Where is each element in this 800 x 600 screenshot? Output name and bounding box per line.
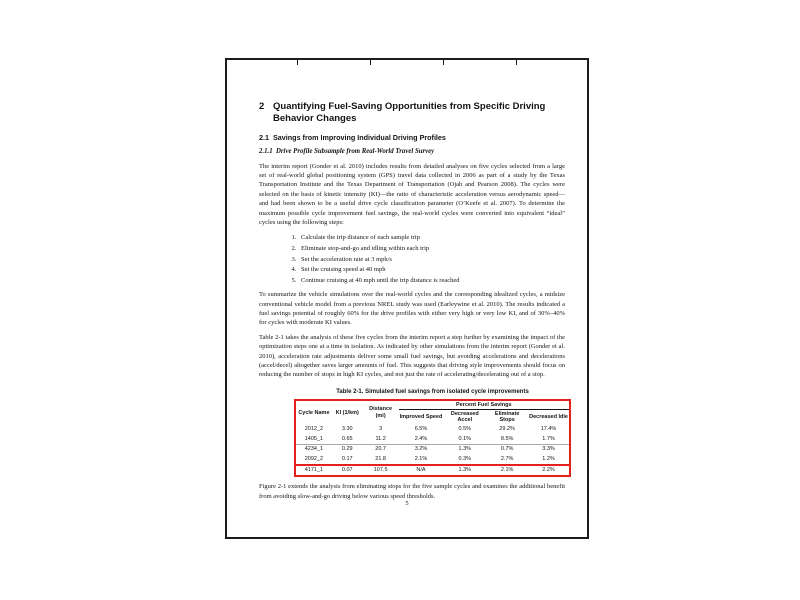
table-cell: 3 xyxy=(379,426,383,433)
col-header-distance: Distance (mi) xyxy=(369,406,393,419)
table-cell: 17.4% xyxy=(540,426,557,433)
col-header-eliminate-stops: Eliminate Stops xyxy=(494,411,520,424)
table-cell: 1.2% xyxy=(542,455,555,462)
list-item: 4. Set the cruising speed at 40 mph xyxy=(298,265,565,274)
table-cell: 3.30 xyxy=(341,426,353,433)
table-cell: 4234_1 xyxy=(295,444,332,454)
list-item: 3. Set the acceleration rate at 3 mph/s xyxy=(298,255,565,264)
crop-mark xyxy=(297,60,298,65)
table-body xyxy=(295,425,570,476)
table-cell: 0.3% xyxy=(458,455,472,462)
table-cell: 1.3% xyxy=(443,444,486,454)
idealized-cycle-steps xyxy=(259,233,565,285)
table-cell: 107.5 xyxy=(363,465,399,476)
crop-mark xyxy=(370,60,371,65)
table-cell: 4171_1 xyxy=(295,465,332,476)
paragraph: Figure 2-1 extends the analysis from eliminating stops for the five sample cycles and examines the additional benefit from avoiding slow-and-go driving below various speed thresholds. xyxy=(259,483,565,500)
table-cell: 11.2 xyxy=(375,435,386,442)
table-row xyxy=(295,444,570,454)
paragraph: To summarize the vehicle simulations over the real-world cycles and the corresponding idealized cycles, a midsize conventional vehicle model from a previous NREL study was used (Earleywine et al. 2010). The results indicated a fuel savings potential of roughly 60% for the drive profiles with either very high or very low KI, and of 30%–40% for cycles with moderate KI values. xyxy=(259,291,565,327)
table-2-1-block xyxy=(294,388,571,477)
table-cell: 0.65 xyxy=(341,435,353,442)
crop-mark xyxy=(588,60,589,65)
section-number: 2 xyxy=(259,101,265,112)
table-row xyxy=(295,465,570,476)
subsection-number: 2.1 xyxy=(259,133,269,142)
table-cell: 0.07 xyxy=(332,465,363,476)
fuel-savings-table xyxy=(294,399,571,477)
table-cell: 1.7% xyxy=(542,435,555,442)
table-cell: 2.4% xyxy=(414,435,428,442)
table-cell: 0.29 xyxy=(332,444,363,454)
table-cell: 2092_2 xyxy=(304,455,324,462)
table-cell: 1405_1 xyxy=(304,435,324,442)
col-header-improved-speed: Improved Speed xyxy=(399,414,443,421)
col-group-percent-fuel-savings: Percent Fuel Savings xyxy=(399,400,570,410)
table-cell: 21.8 xyxy=(375,455,386,462)
table-cell: 2012_2 xyxy=(304,426,324,433)
subsection-heading xyxy=(259,133,565,142)
table-cell: 2.7% xyxy=(500,455,514,462)
table-cell: 0.5% xyxy=(458,426,472,433)
subsubsection-title: Drive Profile Subsample from Real-World Travel Survey xyxy=(276,148,435,155)
section-heading xyxy=(259,101,565,124)
table-cell: 20.7 xyxy=(363,444,399,454)
table-cell: 2.1% xyxy=(414,455,428,462)
paragraph: The interim report (Gonder et al. 2010) includes results from detailed analyses on five cycles selected from a large set of real-world global positioning system (GPS) travel data collected in 2006 as part of a study by the Texas Transportation Institute and the Texas Department of Transportation (Ojah and Pearson 2008). The cycles were selected on the basis of kinetic intensity (KI)—the ratio of characteristic acceleration versus aerodynamic speed—and had been shown to be a useful drive cycle classification parameter (O’Keefe et al. 2007). To determine the maximum possible cycle improvement fuel savings, the real-world cycles were converted into equivalent “ideal” cycles using the following steps: xyxy=(259,162,565,226)
table-cell: 29.2% xyxy=(499,426,515,433)
table-cell: 6.5% xyxy=(414,426,428,433)
table-row xyxy=(295,454,570,464)
crop-mark xyxy=(516,60,517,65)
table-cell: 1.3% xyxy=(443,465,486,476)
table-cell: 3.3% xyxy=(528,444,570,454)
table-cell: N/A xyxy=(399,465,444,476)
table-cell: 0.1% xyxy=(458,435,472,442)
list-item: 5. Continue cruising at 40 mph until the trip distance is reached xyxy=(298,276,565,285)
col-header-ki: KI (1/km) xyxy=(335,409,359,416)
col-header-decreased-accel: Decreased Accel xyxy=(450,411,479,424)
table-cell: 2.2% xyxy=(528,465,570,476)
table-row xyxy=(295,425,570,434)
paragraph: Table 2-1 takes the analysis of these five cycles from the interim report a step further by examining the impact of the optimization steps one at a time in isolation. As indicated by other simulations from the interim report (Gonder et al. 2010), acceleration rate adjustments deliver some small fuel savings, but avoiding accelerations and decelerations (accel/decel) altogether saves larger amounts of fuel. This suggests that driving style improvements should focus on reducing the number of stops in high KI cycles, and not just the rate of accelerating/decelerating out of a stop. xyxy=(259,333,565,379)
crop-mark xyxy=(443,60,444,65)
col-header-cycle-name: Cycle Name xyxy=(298,409,330,416)
subsubsection-heading xyxy=(259,148,565,157)
table-cell: 8.5% xyxy=(500,435,514,442)
table-cell: 2.1% xyxy=(486,465,528,476)
table-header xyxy=(295,400,570,425)
subsection-title: Savings from Improving Individual Driving Profiles xyxy=(273,133,446,142)
table-row xyxy=(295,434,570,444)
table-cell: 3.2% xyxy=(399,444,444,454)
table-cell: 0.17 xyxy=(341,455,353,462)
subsubsection-number: 2.1.1 xyxy=(259,148,273,155)
section-title: Quantifying Fuel-Saving Opportunities from Specific Driving Behavior Changes xyxy=(273,101,546,124)
col-header-decreased-idle: Decreased Idle xyxy=(529,414,568,421)
page-number: 5 xyxy=(405,500,409,507)
list-item: 2. Eliminate stop-and-go and idling within each trip xyxy=(298,244,565,253)
list-item: 1. Calculate the trip distance of each sample trip xyxy=(298,233,565,242)
table-cell: 0.7% xyxy=(486,444,528,454)
page-content xyxy=(227,60,587,501)
document-page xyxy=(225,58,589,539)
table-caption: Table 2-1. Simulated fuel savings from isolated cycle improvements xyxy=(336,388,529,395)
